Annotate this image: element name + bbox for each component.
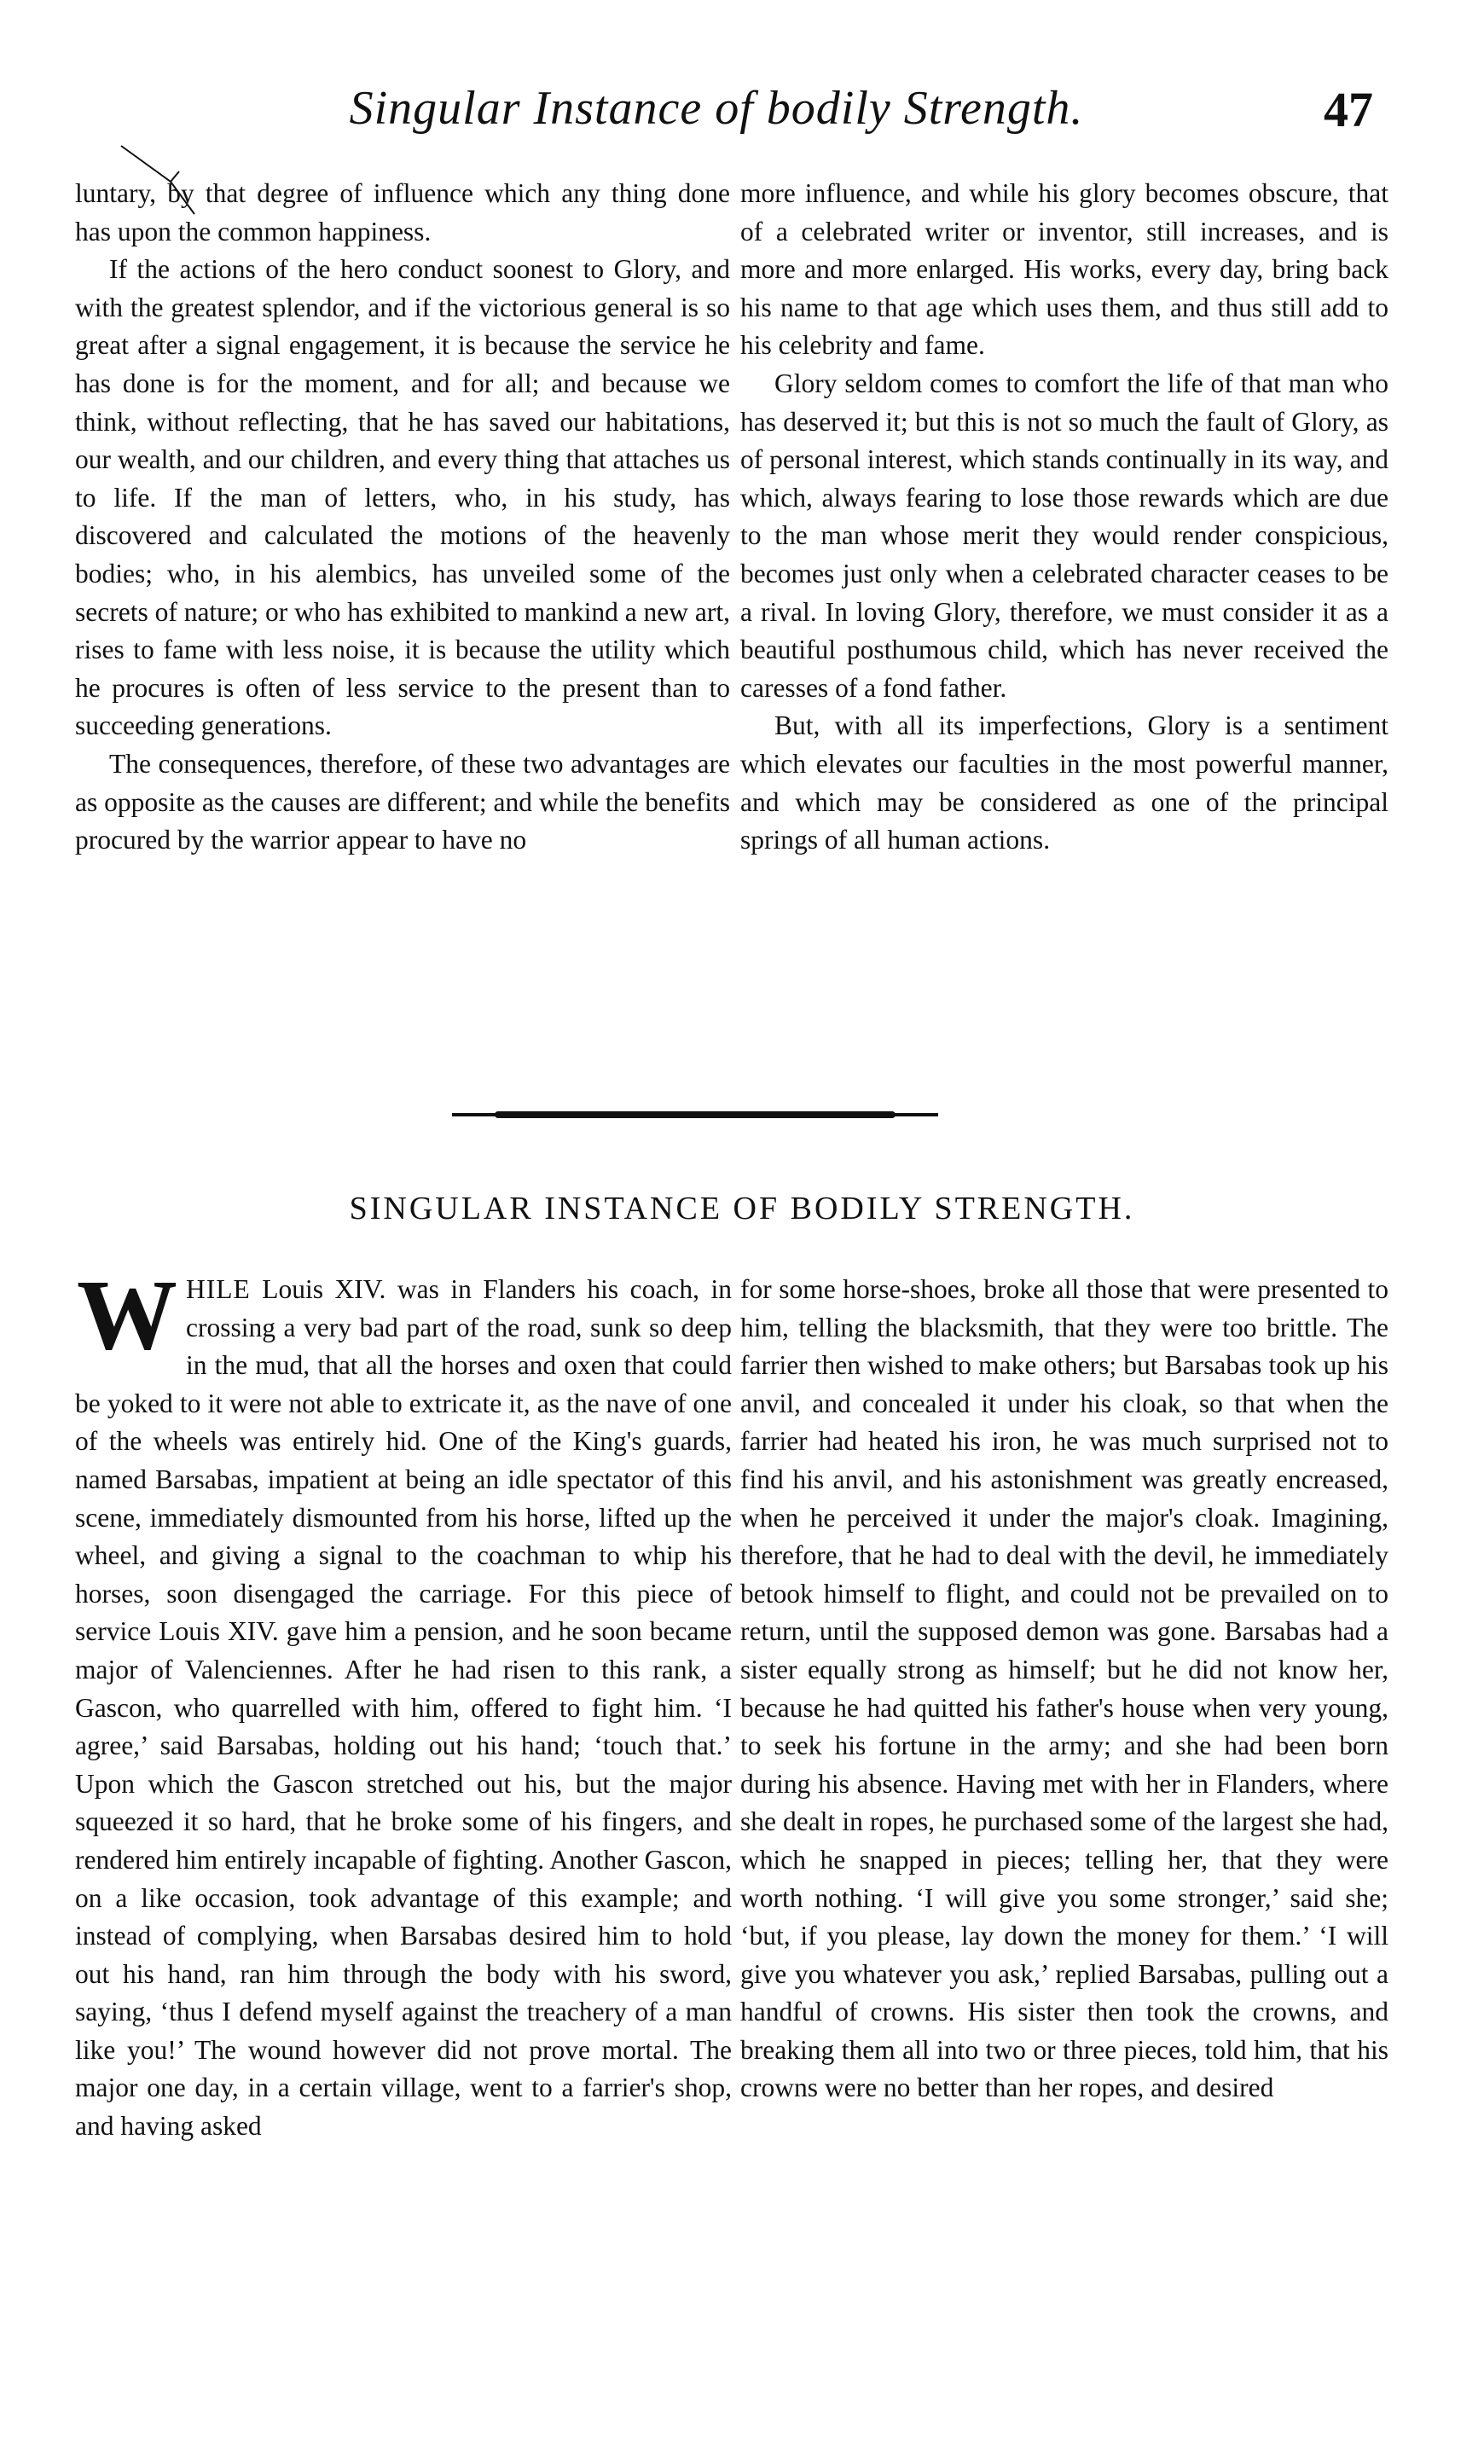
section-divider [495, 1109, 896, 1121]
paragraph: Glory seldom comes to comfort the life of that man who has deserved it; but this is not so much the fault of Glory, as of personal interest, which stands continually in its way, and which, always fearing to lose those rewards which are due to the man whose merit they would render conspicious, becomes just only when a celebrated character ceases to be a rival. In loving Glory, therefore, we must consider it as a beautiful posthumous child, which has never received the caresses of a fond father. [740, 368, 1388, 703]
top-left-column [75, 175, 730, 860]
paragraph: more influence, and while his glory becomes obscure, that of a celebrated writer or inventor, still increases, and is more and more enlarged. His works, every day, bring back his name to that age which uses them, and thus still add to his celebrity and fame. [740, 178, 1388, 361]
running-head [0, 81, 1484, 141]
paragraph: But, with all its imperfections, Glory is a sentiment which elevates our faculties in the most powerful manner, and which may be considered as one of the principal springs of all human actions. [740, 710, 1388, 855]
bottom-right-column [740, 1271, 1388, 2107]
page-number: 47 [1324, 82, 1373, 137]
paragraph: If the actions of the hero conduct soonest to Glory, and with the greatest splendor, and if the victorious general is so great after a signal engagement, it is because the service he has done is for the moment, and for all; and because we think, without reflecting, that he has saved our habitations, our wealth, and our children, and every thing that attaches us to life. If the man of letters, who, in his study, has discovered and calculated the motions of the heavenly bodies; who, in his alembics, has unveiled some of the secrets of nature; or who has exhibited to mankind a new art, rises to fame with less noise, it is because the utility which he procures is often of less service to the present than to succeeding generations. [75, 254, 731, 741]
opening-paragraph [75, 1259, 733, 2146]
paragraph: The consequences, therefore, of these two advantages are as opposite as the causes are different; and while the benefits procured by the warrior appear to have no [75, 748, 730, 855]
paragraph: for some horse-shoes, broke all those that were presented to him, telling the blacksmith, that they were too brittle. The farrier then wished to make others; but Barsabas took up his anvil, and concealed it under his cloak, so that when the farrier had heated his iron, he was much surprised not to find his anvil, and his astonishment was greatly encreased, when he perceived it under the major's cloak. Imagining, therefore, that he had to deal with the devil, he immediately betook himself to flight, and could not be prevailed on to return, until the supposed demon was gone. Barsabas had a sister equally strong as himself; but he did not know her, because he had quitted his father's house when very young, to seek his fortune in the army; and she had been born during his absence. Having met with her in Flanders, where she dealt in ropes, he purchased some of the largest she had, which he snapped in pieces; telling her, that they were worth nothing. ‘I will give you some stronger,’ said she; ‘but, if you please, lay down the money for them.’ ‘I will give you whatever you ask,’ replied Barsabas, pulling out a handful of crowns. His sister then took the crowns, and breaking them all into two or three pieces, told him, that his crowns were no better than her ropes, and desired [740, 1274, 1388, 2103]
bottom-left-column [75, 1259, 733, 2146]
top-right-column [740, 175, 1388, 860]
drop-cap: W [77, 1259, 177, 1371]
divider-rule [495, 1111, 896, 1118]
small-caps-lead: HILE [186, 1274, 251, 1304]
paragraph: luntary, by that degree of influence which any thing done has upon the common happiness. [75, 178, 730, 246]
running-title: Singular Instance of bodily Strength. [349, 82, 1084, 135]
article-title: SINGULAR INSTANCE OF BODILY STRENGTH. [349, 1191, 1135, 1226]
paragraph-text: Louis XIV. was in Flanders his coach, in crossing a very bad part of the road, sunk so deep in the mud, that all the horses and oxen that could be yoked to it were not able to extricate it, as the nave of one of the wheels was entirely hid. One of the King's guards, named Barsabas, impatient at being an idle spectator of this scene, immediately dismounted from his horse, lifted up the wheel, and giving a signal to the coachman to whip his horses, soon disengaged the carriage. For this piece of service Louis XIV. gave him a pension, and he soon became major of Valenciennes. After he had risen to this rank, a Gascon, who quarrelled with him, offered to fight him. ‘I agree,’ said Barsabas, holding out his hand; ‘touch that.’ Upon which the Gascon stretched out his, but the major squeezed it so hard, that he broke some of his fingers, and rendered him entirely incapable of fighting. Another Gascon, on a like occasion, took advantage of this example; and instead of complying, when Barsabas desired him to hold out his hand, ran him through the body with his sword, saying, ‘thus I defend myself against the treachery of a man like you!’ The wound however did not prove mortal. The major one day, in a certain village, went to a farrier's shop, and having asked [75, 1274, 733, 2142]
